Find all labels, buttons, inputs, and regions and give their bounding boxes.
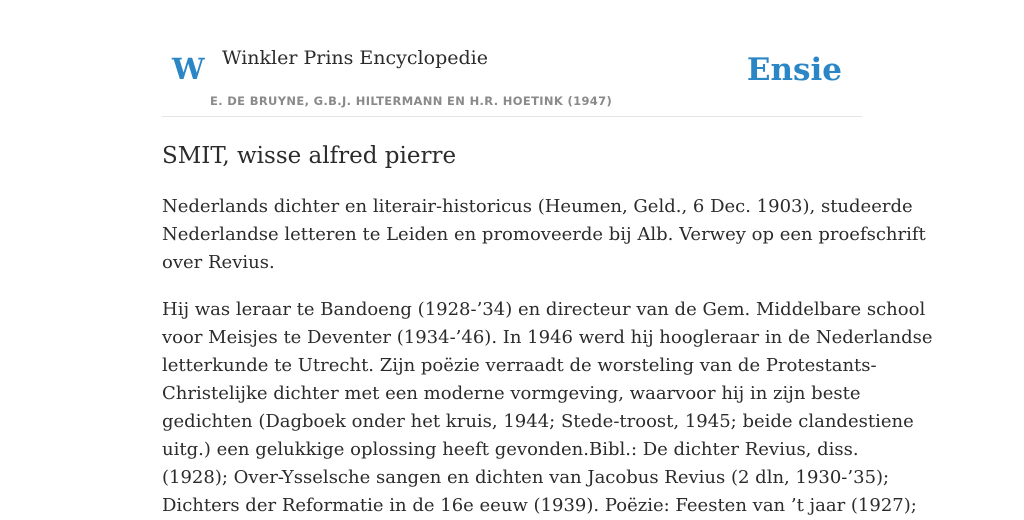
paragraph-line: Nederlandse letteren te Leiden en promoveerde bij Alb. Verwey op een proefschrift xyxy=(162,224,926,245)
paragraph-line: gedichten (Dagboek onder het kruis, 1944; Stede-troost, 1945; beide clandestiene xyxy=(162,411,914,432)
paragraph-line: letterkunde te Utrecht. Zijn poëzie verraadt de worsteling van de Protestants- xyxy=(162,355,877,376)
paragraph-line: Nederlands dichter en literair-historicus (Heumen, Geld., 6 Dec. 1903), studeerde xyxy=(162,196,913,217)
page xyxy=(162,0,933,520)
site-header xyxy=(162,0,862,117)
paragraph-line: over Revius. xyxy=(162,252,275,273)
paragraph-line: voor Meisjes te Deventer (1934-’46). In 1946 werd hij hoogleraar in de Nederlandse xyxy=(162,327,933,348)
article-title: SMIT, wisse alfred pierre xyxy=(162,143,457,169)
winkler-prins-logo[interactable]: W xyxy=(172,52,205,86)
article-paragraph-2 xyxy=(162,296,933,520)
paragraph-line: Dichters der Reformatie in de 16e eeuw (1939). Poëzie: Feesten van ’t jaar (1927); xyxy=(162,495,917,516)
ensie-brand-logo[interactable]: Ensie xyxy=(746,52,842,88)
paragraph-line: Christelijke dichter met een moderne vormgeving, waarvoor hij in zijn beste xyxy=(162,383,861,404)
article-paragraph-1 xyxy=(162,193,926,277)
site-title[interactable]: Winkler Prins Encyclopedie xyxy=(222,47,488,69)
paragraph-line: Hij was leraar te Bandoeng (1928-’34) en directeur van de Gem. Middelbare school xyxy=(162,299,926,320)
paragraph-line: (1928); Over-Ysselsche sangen en dichten van Jacobus Revius (2 dln, 1930-’35); xyxy=(162,467,890,488)
paragraph-line: uitg.) een gelukkige oplossing heeft gevonden.Bibl.: De dichter Revius, diss. xyxy=(162,439,859,460)
site-subtitle: E. DE BRUYNE, G.B.J. HILTERMANN EN H.R. HOETINK (1947) xyxy=(210,94,613,108)
